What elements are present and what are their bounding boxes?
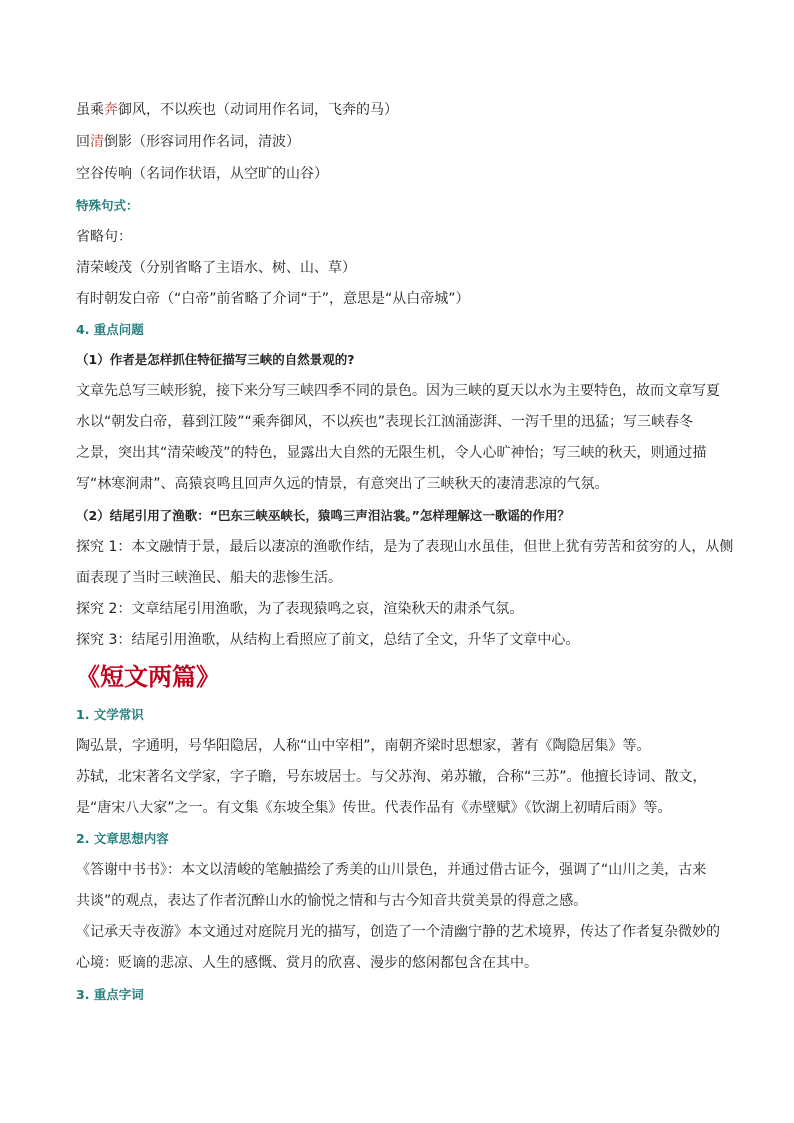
text-line: 探究 1：本文融情于景，最后以凄凉的渔歌作结，是为了表现山水虽佳，但世上犹有劳苦和贫穷的人，从侧 [76, 539, 734, 555]
text-line: 探究 3：结尾引用渔歌，从结构上看照应了前文，总结了全文，升华了文章中心。 [76, 632, 580, 648]
text-span: 虽乘 [76, 102, 104, 118]
text-line [76, 100, 398, 120]
section-heading: 2. 文章思想内容 [76, 831, 169, 846]
text-line: 水以“朝发白帝，暮到江陵”“乘奔御风，不以疾也”表现长江汹涌澎湃、一泻千里的迅猛；写三峡春冬 [76, 414, 694, 430]
text-line: 苏轼，北宋著名文学家，字子瞻，号东坡居士。与父苏洵、弟苏辙，合称“三苏”。他擅长诗词、散文， [76, 769, 707, 785]
text-span: 回 [76, 134, 90, 150]
text-span: 倒影（形容词用作名词，清波） [104, 134, 300, 150]
section-heading: 4. 重点问题 [76, 322, 144, 337]
text-line [76, 132, 300, 152]
question-heading: （2）结尾引用了渔歌：“巴东三峡巫峡长，猿鸣三声泪沾裳。”怎样理解这一歌谣的作用？ [76, 508, 570, 523]
text-line: 文章先总写三峡形貌，接下来分写三峡四季不同的景色。因为三峡的夏天以水为主要特色，故而文章写夏 [76, 383, 720, 399]
highlight-char: 清 [90, 134, 104, 150]
text-line: 共谈”的观点，表达了作者沉醉山水的愉悦之情和与古今知音共赏美景的得意之感。 [76, 893, 588, 909]
text-line: 《记承天寺夜游》本文通过对庭院月光的描写，创造了一个清幽宁静的艺术境界，传达了作者复杂微妙的 [76, 924, 720, 940]
text-line: 探究 2：文章结尾引用渔歌，为了表现猿鸣之哀，渲染秋天的肃杀气氛。 [76, 601, 524, 617]
highlight-char: 奔 [104, 102, 118, 118]
text-line: 有时朝发白帝（“白帝”前省略了介词“于”，意思是“从白帝城”） [76, 291, 470, 307]
text-line: 清荣峻茂（分别省略了主语水、树、山、草） [76, 260, 356, 276]
text-line: 心境：贬谪的悲凉、人生的感慨、赏月的欣喜、漫步的悠闲都包含在其中。 [76, 955, 538, 971]
text-line: 面表现了当时三峡渔民、船夫的悲惨生活。 [76, 570, 342, 586]
section-heading: 特殊句式： [76, 198, 139, 213]
question-heading: （1）作者是怎样抓住特征描写三峡的自然景观的? [76, 352, 355, 367]
section-title: 《短文两篇》 [76, 662, 220, 691]
text-line: 空谷传响（名词作状语，从空旷的山谷） [76, 166, 328, 182]
text-line: 陶弘景，字通明，号华阳隐居，人称“山中宰相”，南朝齐梁时思想家，著有《陶隐居集》等。 [76, 738, 651, 754]
text-span: 御风，不以疾也（动词用作名词，飞奔的马） [118, 102, 398, 118]
text-line: 《答谢中书书》：本文以清峻的笔触描绘了秀美的山川景色，并通过借古证今，强调了“山川之美，古来 [76, 862, 707, 878]
text-line: 是“唐宋八大家”之一。有文集《东坡全集》传世。代表作品有《赤壁赋》《饮湖上初晴后雨》等。 [76, 800, 672, 816]
text-line: 写“林寒涧肃”、高猿哀鸣且回声久远的情景，有意突出了三峡秋天的凄清悲凉的气氛。 [76, 476, 609, 492]
section-heading: 1. 文学常识 [76, 707, 144, 722]
section-heading: 3. 重点字词 [76, 987, 144, 1002]
text-line: 省略句： [76, 229, 132, 245]
text-line: 之景，突出其“清荣峻茂”的特色，显露出大自然的无限生机，令人心旷神怡；写三峡的秋天，则通过描 [76, 445, 707, 461]
